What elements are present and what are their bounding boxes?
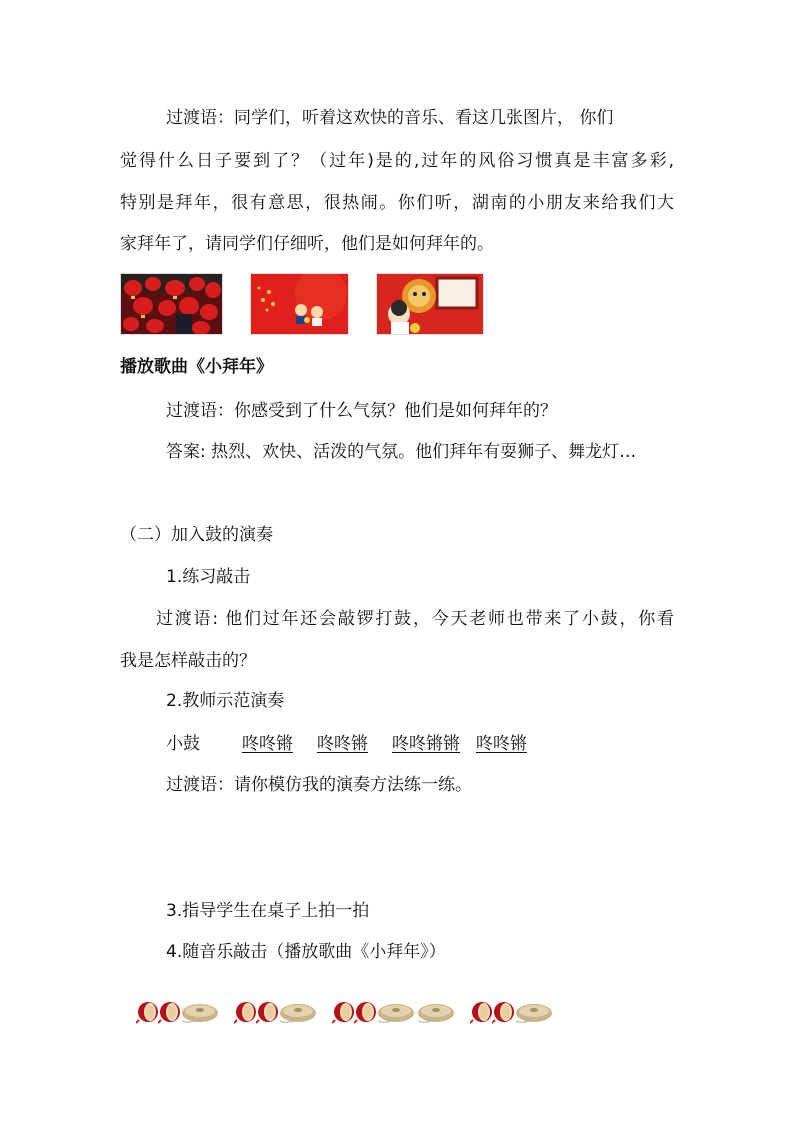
- rhythm-pattern-2: 咚咚锵: [317, 734, 368, 754]
- question-transition: 过渡语：你感受到了什么气氛？他们是如何拜年的？: [166, 401, 557, 421]
- intro-line-3: 特别是拜年，很有意思，很热闹。你们听，湖南的小朋友来给我们大: [120, 193, 674, 213]
- pattern-3-icons: [332, 999, 456, 1025]
- pattern-4-icons: [470, 999, 554, 1025]
- rhythm-label: 小鼓: [166, 734, 200, 754]
- drum-icon: [256, 1000, 280, 1024]
- cymbal-icon: [376, 999, 416, 1025]
- drum-icon: [234, 1000, 258, 1024]
- rhythm-pattern-4: 咚咚锵: [476, 734, 527, 754]
- answer-text: 答案: 热烈、欢快、活泼的气氛。他们拜年有耍狮子、舞龙灯…: [166, 442, 637, 462]
- cymbal-icon: [180, 999, 220, 1025]
- step-1-transition-line-2: 我是怎样敲击的？: [120, 651, 256, 671]
- play-song-heading: 播放歌曲《小拜年》: [120, 357, 273, 377]
- rhythm-pattern-3: 咚咚锵锵: [392, 734, 460, 754]
- step-1-transition-line-1: 过渡语: 他们过年还会敲锣打鼓，今天老师也带来了小鼓，你看: [156, 609, 674, 629]
- step-3-title: 3.指导学生在桌子上拍一拍: [166, 901, 370, 921]
- pattern-1-icons: [136, 999, 220, 1025]
- step-4-title: 4.随音乐敲击（播放歌曲《小拜年》）: [166, 942, 446, 962]
- rhythm-pattern-1: 咚咚锵: [242, 734, 293, 754]
- step-2-title: 2.教师示范演奏: [166, 691, 285, 711]
- step-1-title: 1.练习敲击: [166, 567, 251, 587]
- cymbal-icon: [514, 999, 554, 1025]
- cymbal-icon: [278, 999, 318, 1025]
- drum-icon: [492, 1000, 516, 1024]
- drum-icon: [354, 1000, 378, 1024]
- intro-line-4: 家拜年了，请同学们仔细听，他们是如何拜年的。: [120, 234, 494, 254]
- drum-icon: [136, 1000, 160, 1024]
- drum-icon: [158, 1000, 182, 1024]
- drum-icon: [470, 1000, 494, 1024]
- intro-line-2: 觉得什么日子要到了？（过年)是的,过年的风俗习惯真是丰富多彩,: [120, 151, 674, 171]
- step-2-transition: 过渡语：请你模仿我的演奏方法练一练。: [166, 775, 472, 795]
- cymbal-icon: [416, 999, 456, 1025]
- percussion-icons-row: [136, 997, 568, 1027]
- section-2-title: （二）加入鼓的演奏: [120, 525, 273, 545]
- drum-icon: [332, 1000, 356, 1024]
- lanterns-photo: [120, 273, 223, 335]
- lion-dance-cartoon-image: [376, 273, 484, 335]
- new-year-cartoon-image: [250, 273, 349, 335]
- pattern-2-icons: [234, 999, 318, 1025]
- intro-line-1: 过渡语：同学们，听着这欢快的音乐、看这几张图片， 你们: [166, 108, 614, 128]
